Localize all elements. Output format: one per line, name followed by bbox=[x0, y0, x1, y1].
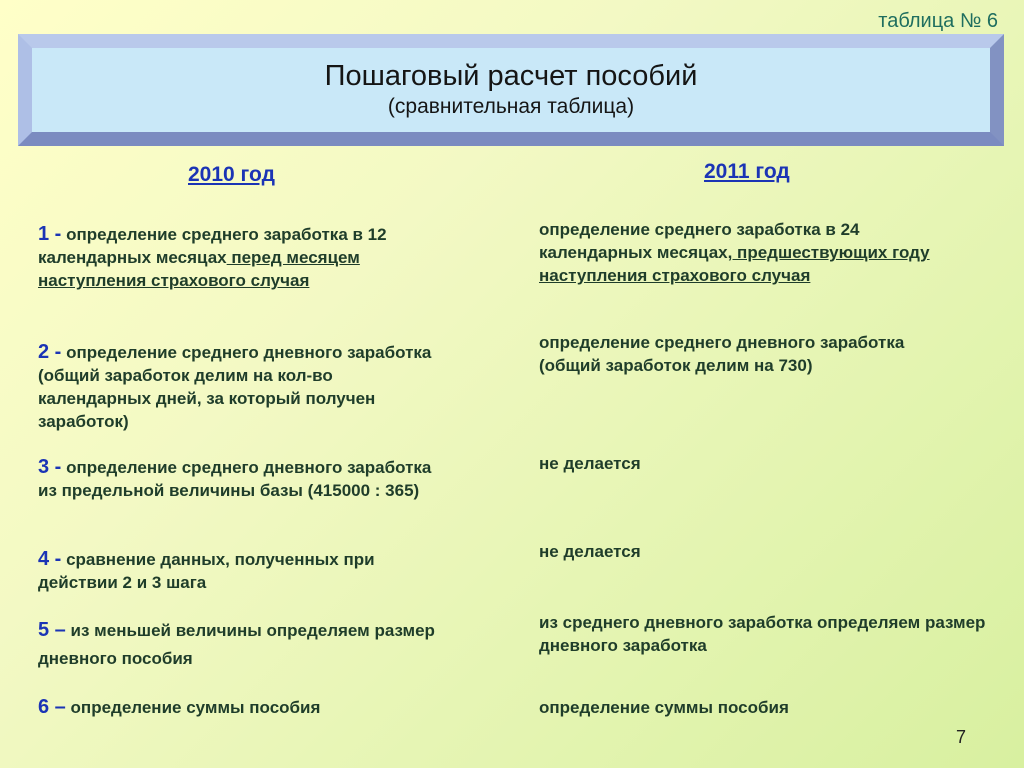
step-number: 6 – bbox=[38, 696, 66, 718]
right-row-5 bbox=[539, 611, 1014, 657]
step-number: 5 – bbox=[38, 619, 66, 641]
step-text-underlined: перед месяцем наступления страхового случая bbox=[38, 248, 360, 290]
step-text: определение среднего заработка в 24 календарных месяцах bbox=[539, 220, 860, 262]
step-text: не делается bbox=[539, 454, 641, 473]
right-row-4 bbox=[539, 540, 939, 563]
left-row-6 bbox=[38, 696, 468, 719]
left-row-2 bbox=[38, 341, 438, 433]
step-text: определение суммы пособия bbox=[539, 698, 789, 717]
column-header-2010: 2010 год bbox=[188, 163, 275, 186]
step-text: определение среднего заработка в 12 календарных месяцах bbox=[38, 225, 387, 267]
step-text: определение суммы пособия bbox=[65, 698, 321, 717]
left-row-1 bbox=[38, 223, 468, 292]
column-header-2011: 2011 год bbox=[704, 160, 790, 183]
step-number: 4 - bbox=[38, 548, 62, 570]
left-row-5 bbox=[38, 616, 468, 673]
step-number: 3 - bbox=[38, 456, 62, 478]
step-text: определение среднего дневного заработка (общий заработок делим на кол-во календарных дней, за который получен заработок) bbox=[38, 343, 432, 431]
right-row-3 bbox=[539, 452, 939, 475]
step-number: 2 - bbox=[38, 341, 62, 363]
step-number: 1 - bbox=[38, 223, 62, 245]
step-text: сравнение данных, полученных при действии 2 и 3 шага bbox=[38, 550, 375, 592]
step-text-underlined: , предшествующих году наступления страхового случая bbox=[539, 243, 930, 285]
page-number: 7 bbox=[955, 727, 966, 747]
right-row-2 bbox=[539, 331, 939, 377]
right-row-6 bbox=[539, 696, 939, 719]
left-row-4 bbox=[38, 548, 438, 594]
step-text: не делается bbox=[539, 542, 641, 561]
step-text: определение среднего дневного заработка (общий заработок делим на 730) bbox=[539, 333, 905, 375]
page-title: Пошаговый расчет пособий bbox=[324, 60, 698, 92]
left-row-3 bbox=[38, 456, 448, 502]
page-subtitle: (сравнительная таблица) bbox=[387, 95, 635, 118]
slide-label: таблица № 6 bbox=[878, 10, 998, 32]
right-row-1 bbox=[539, 218, 939, 287]
title-frame bbox=[18, 34, 1004, 146]
step-text: из меньшей величины определяем размер дневного пособия bbox=[38, 621, 435, 668]
step-text: определение среднего дневного заработка из предельной величины базы (415000 : 365) bbox=[38, 458, 432, 500]
step-text: из среднего дневного заработка определяем размер дневного заработка bbox=[539, 613, 986, 655]
